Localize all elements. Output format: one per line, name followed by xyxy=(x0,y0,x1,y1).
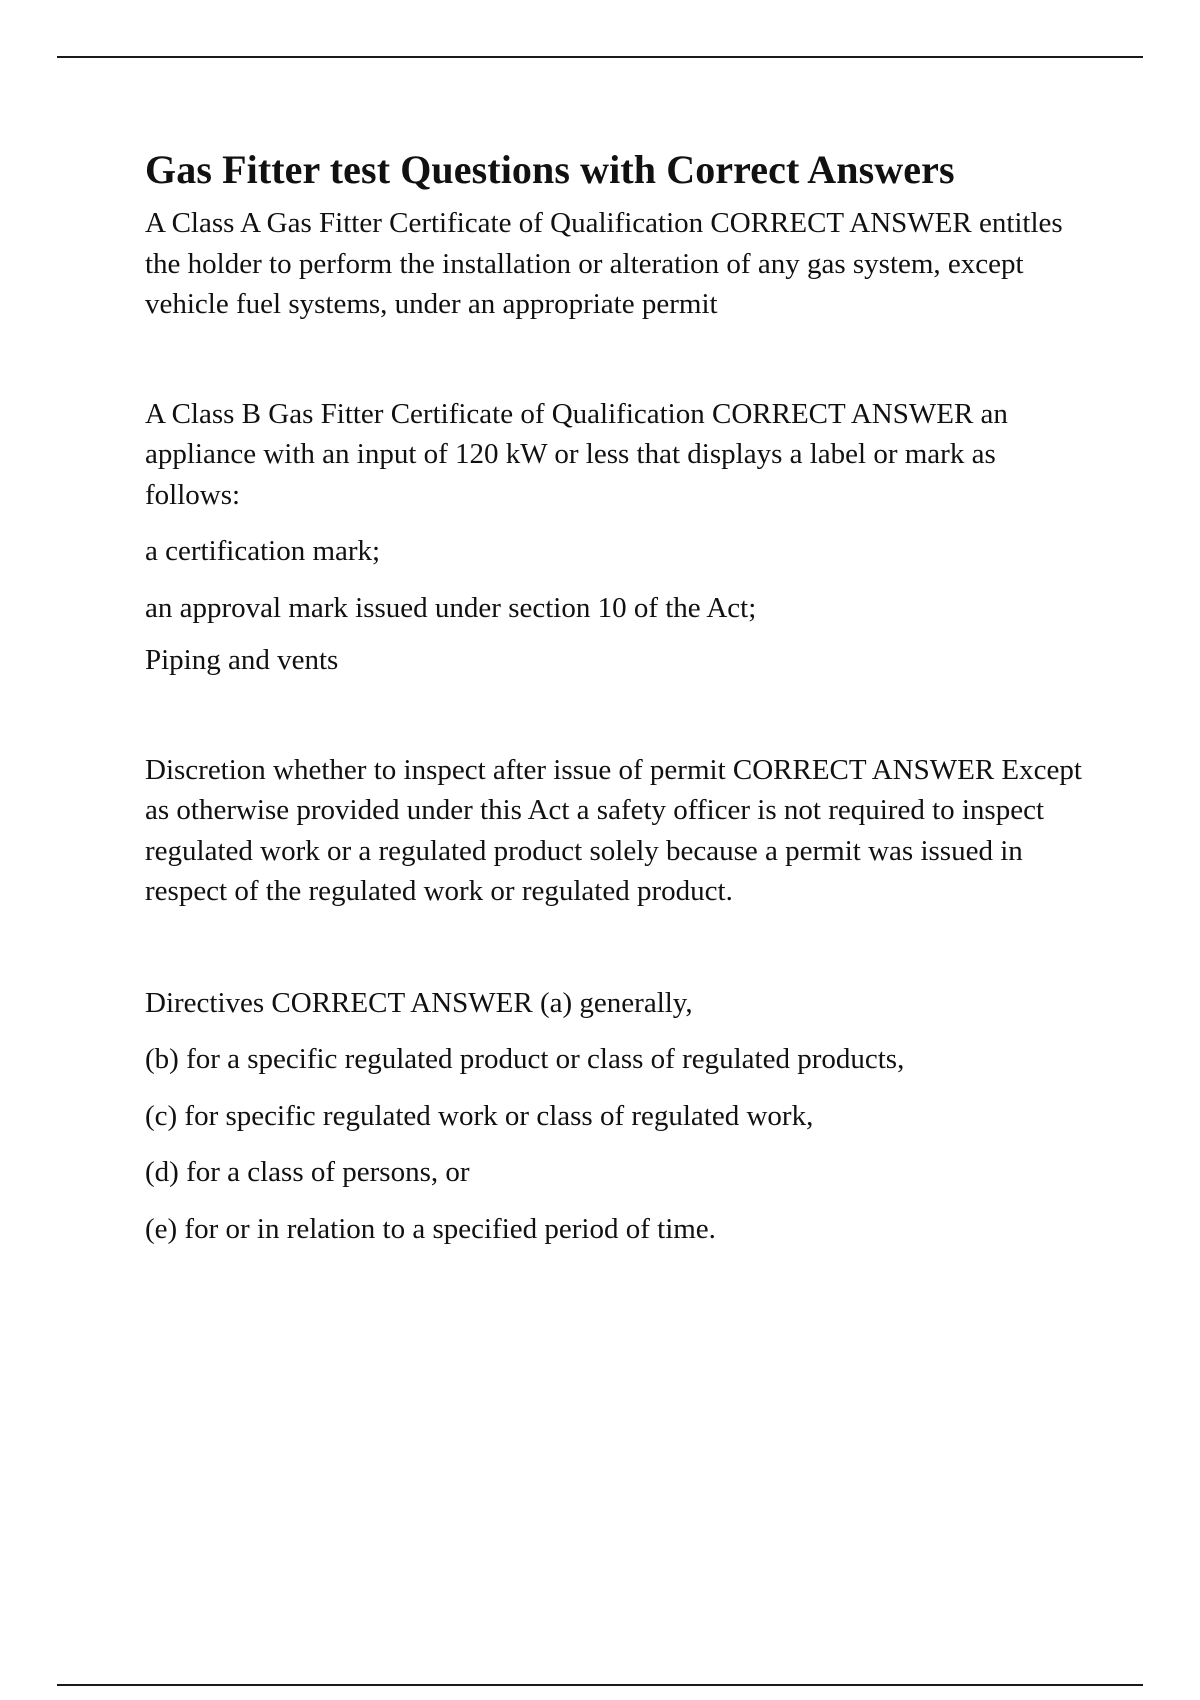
document-body xyxy=(145,143,1085,1249)
qa-line: an approval mark issued under section 10 of the Act; xyxy=(145,591,757,624)
qa-paragraph: A Class A Gas Fitter Certificate of Qualification CORRECT ANSWER entitles the holder to perform the installation or alteration of any gas system, except vehicle fuel systems, under an appropriate permit xyxy=(145,207,1063,320)
qa-section-directives xyxy=(145,983,1085,1250)
section-spacer xyxy=(145,681,1085,750)
qa-line: Piping and vents xyxy=(145,644,339,676)
qa-paragraph: A Class B Gas Fitter Certificate of Qualification CORRECT ANSWER an appliance with an input of 120 kW or less that displays a label or mark as follows: xyxy=(145,397,1008,511)
qa-line: (b) for a specific regulated product or class of regulated products, xyxy=(145,1043,905,1075)
section-spacer xyxy=(145,325,1085,394)
line-spacer xyxy=(145,515,1085,531)
bottom-rule xyxy=(57,1684,1143,1686)
line-spacer xyxy=(145,1080,1085,1096)
line-spacer xyxy=(145,1193,1085,1209)
qa-section-class-a xyxy=(145,203,1085,325)
document-title: Gas Fitter test Questions with Correct Answers xyxy=(145,147,955,192)
section-spacer xyxy=(145,912,1085,983)
qa-line: (e) for or in relation to a specified period of time. xyxy=(145,1212,716,1245)
line-spacer xyxy=(145,572,1085,588)
qa-section-discretion xyxy=(145,750,1085,912)
line-spacer xyxy=(145,628,1085,640)
line-spacer xyxy=(145,1136,1085,1152)
line-spacer xyxy=(145,1023,1085,1039)
qa-line: (c) for specific regulated work or class of regulated work, xyxy=(145,1099,814,1132)
qa-paragraph: Discretion whether to inspect after issue of permit CORRECT ANSWER Except as otherwise provided under this Act a safety officer is not required to inspect regulated work or a regulated product solely because a permit was issued in respect of the regulated work or regulated product. xyxy=(145,753,1082,907)
qa-line: a certification mark; xyxy=(145,535,381,567)
qa-section-class-b xyxy=(145,394,1085,681)
qa-line: Directives CORRECT ANSWER (a) generally, xyxy=(145,986,693,1019)
qa-line: (d) for a class of persons, or xyxy=(145,1156,470,1188)
top-rule xyxy=(57,56,1143,58)
